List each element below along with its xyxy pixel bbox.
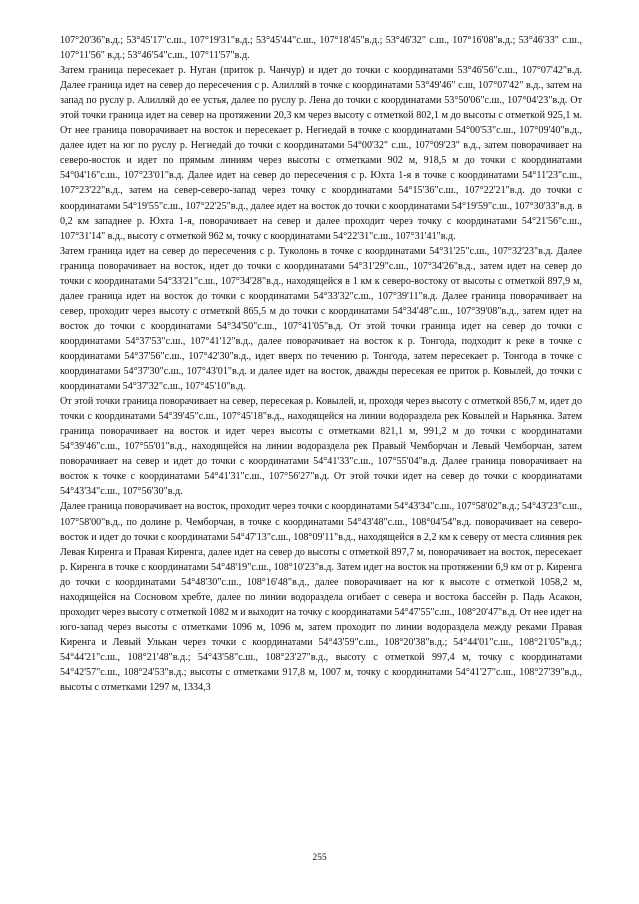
page-number: 255 — [312, 853, 327, 863]
paragraph: Далее граница поворачивает на восток, проходит через точки с координатами 54°43'34"с.ш., 107°58'02"в.д.; 54°43'23"с.ш., 107°58'00"в.д., по долине р. Чемборчан, в точке с координатами 54°43'48"с.ш., 108°04'54"в.д. поворачивает на северо-восток и идет до точки с координатами 54°47'13"с.ш., 108°09'11"в.д., находящейся в 2,2 км к северу от места слияния рек Левая Киренга и Правая Киренга, далее идет на север до высоты с отметкой 897,7 м, поворачивает на восток, пересекает р. Киренга в точке с координатами 54°48'19"с.ш., 108°10'23"в.д. Затем идет на восток на протяжении 6,9 км от р. Киренга до точки с координатами 54°48'30"с.ш., 108°16'48"в.д., далее поворачивает на юг к высоте с отметкой 1058,2 м, находящейся на Сосновом хребте, далее по линии водораздела огибает с севера и востока бассейн р. Падь Асакон, проходит через высоту с отметкой 1082 м и выходит на точку с координатами 54°47'55"с.ш., 108°20'47"в.д. От нее идет на юго-запад через высоты с отметками 1096 м, 1096 м, затем проходит по линии водораздела между реками Правая Киренга и Левый Улькан через точки с координатами 54°43'59"с.ш., 108°20'38"в.д.; 54°44'01"с.ш., 108°21'05"в.д.; 54°44'21"с.ш., 108°21'48"в.д.; 54°43'58"с.ш., 108°23'27"в.д., высоту с отметкой 997,4 м, точку с координатами 54°42'57"с.ш., 108°24'53"в.д.; высоты с отметками 917,8 м, 1007 м, точку с координатами 54°41'27"с.ш., 108°27'39"в.д., высоты с отметками 1297 м, 1334,3 — [60, 501, 582, 694]
paragraph: Затем граница пересекает р. Нуган (приток р. Чанчур) и идет до точки с координатами 53°46'56"с.ш., 107°07'42"в.д. Далее граница идет на север до пересечения с р. Алилляй в точке с координатами 53°49'46" с.ш, 107°07'42" в.д., затем на запад по руслу р. Алилляй до ее устья, далее по руслу р. Лена до точки с координатами 53°50'06"с.ш., 107°04'23"в.д. От этой точки граница идет на север на протяжении 20,3 км через высоту с отметкой 802,1 м до высоты с отметкой 925,1 м. От нее граница поворачивает на восток и пересекает р. Негнедай в точке с координатами 54°00'53"с.ш., 107°09'40"в.д., далее идет на юг по руслу р. Негнедай до точки с координатами 54°00'32" с.ш., 107°09'23" в.д., затем поворачивает на северо-восток и идет по прямым линиям через высоты с отметками 902 м, 918,5 м до точки с координатами 54°04'16"с.ш., 107°23'01"в.д. Далее идет на север до пересечения с р. Юхта 1-я в точке с координатами 54°11'23"с.ш., 107°23'22"в.д., затем на север-северо-запад через точку с координатами 54°15'36"с.ш., 107°22'21"в.д. до точки с координатами 54°19'55"с.ш., 107°22'25"в.д., далее идет на восток до точки с координатами 54°19'59"с.ш., 107°30'33"в.д. в 0,2 км западнее р. Юхта 1-я, поворачивает на север и далее проходит через точку с координатами 54°21'56"с.ш., 107°31'14" в.д., высоту с отметкой 962 м, точку с координатами 54°22'31"с.ш., 107°31'41"в.д. — [60, 65, 582, 242]
document-page — [60, 33, 582, 695]
paragraph: От этой точки граница поворачивает на север, пересекая р. Ковылей, и, проходя через высоту с отметкой 856,7 м, идет до точки с координатами 54°39'45"с.ш., 107°45'18"в.д., находящейся на линии водораздела рек Ковылей и Нарьянка. Затем граница поворачивает на восток и идет через высоты с отметками 821,1 м, 991,2 м до точки с координатами 54°39'46"с.ш., 107°55'01"в.д., находящейся на линии водораздела рек Правый Чемборчан и Левый Чемборчан, затем поворачивает на север и идет до точки с координатами 54°41'33"с.ш., 107°55'04"в.д. Далее граница поворачивает на восток к точке с координатами 54°41'31"с.ш., 107°56'27"в.д. От этой точки идет на север до точки с координатами 54°43'34"с.ш., 107°56'30"в.д. — [60, 396, 582, 498]
paragraph: 107°20'36"в.д.; 53°45'17"с.ш., 107°19'31"в.д.; 53°45'44"с.ш., 107°18'45"в.д.; 53°46'32" с.ш., 107°16'08"в.д.; 53°46'33" с.ш., 107°11'56" в.д.; 53°46'54"с.ш., 107°11'57"в.д. — [60, 35, 582, 62]
paragraph: Затем граница идет на север до пересечения с р. Туколонь в точке с координатами 54°31'25"с.ш., 107°32'23"в.д. Далее граница поворачивает на восток, идет до точки с координатами 54°31'29"с.ш., 107°34'26"в.д., затем идет на север до точки с координатами 54°33'21"с.ш., 107°34'28"в.д., находящейся в 1 км к северо-востоку от высоты с отметкой 897,9 м, далее граница идет на восток до точки с координатами 54°33'32"с.ш., 107°39'11"в.д. Далее граница поворачивает на север, проходит через высоту с отметкой 865,5 м до точки с координатами 54°34'48"с.ш., 107°39'08"в.д., затем идет на восток до точки с координатами 54°34'50"с.ш., 107°41'05"в.д. От этой точки граница идет на север до точки с координатами 54°37'53"с.ш., 107°41'12"в.д., далее поворачивает на восток к р. Тонгода, подходит к реке в точке с координатами 54°37'56"с.ш., 107°42'30"в.д., идет вверх по течению р. Тонгода, затем пересекает р. Тонгода в точке с координатами 54°37'30"с.ш., 107°43'01"в.д. и далее идет на восток, дважды пересекая ее приток р. Ковылей, до точки с координатами 54°37'32"с.ш., 107°45'10"в.д. — [60, 245, 582, 393]
